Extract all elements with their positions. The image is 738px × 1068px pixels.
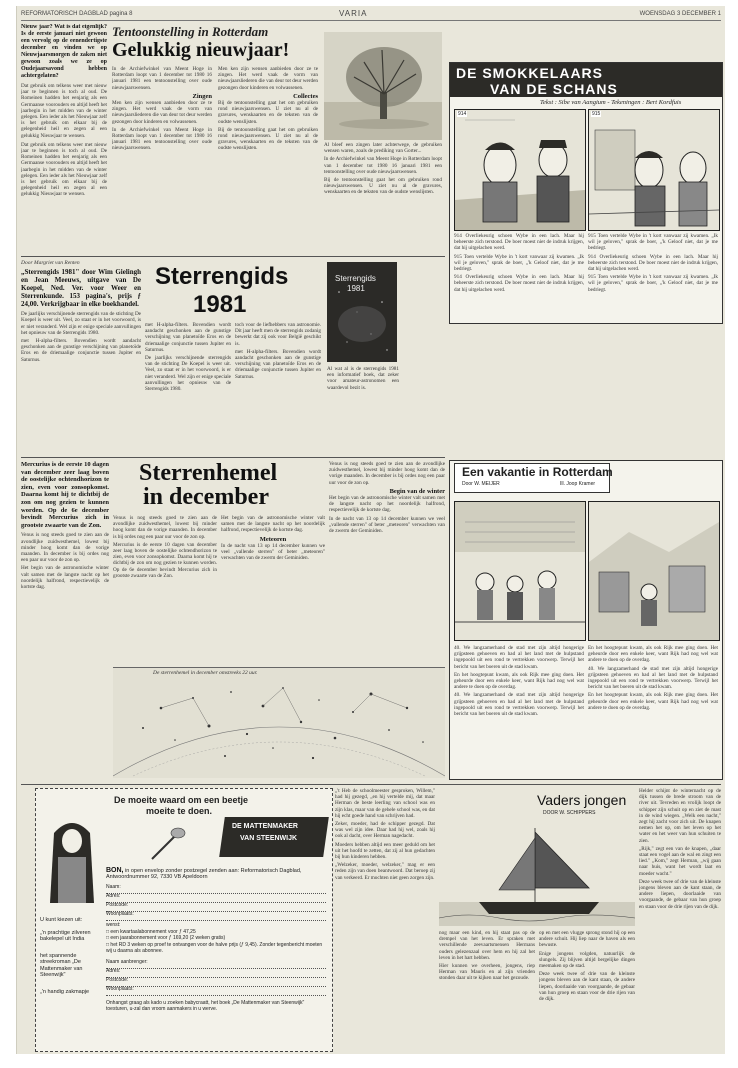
story-body8: Hier kunnen we overheen, jongens, riep Herman van Mauris en al zijn vrienden stonden daar uit te kijken naar het gezoude. (439, 963, 535, 982)
vaders-jongen-article (439, 788, 635, 1050)
story-column-1 (335, 788, 435, 1050)
coupon-note: Onhangst graag als kado u zoeken babycraatt, het boek „De Mattenmaker van Steenwijk" toesturen, u-zal dan vroom aanmakers in u werve. (106, 999, 305, 1012)
vakantie-text-right-cont: 40. We langzamerhand de stad met zijn altijd hongerige grijpsteen gehoeven en had al het land met de hulpstand ingepoold uit een rond te vertrekken voorwerp. Terwijl het bericht van het boeren uit de stad kwam. (588, 665, 718, 691)
winter-tree-photo (324, 32, 442, 140)
sterrengids-body2: met H-alpha-filters. Bovendien wordt aandacht geschonken aan de gunstige verschijning van planetoïde Eros en de driemaalige conjunctie tussen Jupiter en Saturnus. (145, 322, 231, 353)
choices-label: U kunt kiezen uit: (40, 917, 83, 923)
tentoonstelling-body3-cont: Bij de tentoonstelling gaat het om gebruiken rond nieuwjaarswensen. U ziet nu al de gravures, wenskaarten en de teksten van de oudste wenslijsten. (218, 126, 318, 152)
sterrengids-title: Sterrengids (155, 263, 289, 290)
tree-caption-body: In de Archiefwinkel van Meent Hoge in Rotterdam loopt van 1 december tot 1980 16 januari 1981 een tentoonstelling over oude nieuwjaarswensen. (324, 156, 442, 175)
tree-caption: Al bleef een zingen later achterwege, de gebruiken wensen waren, zoals de prediking van Gorter... (324, 142, 442, 155)
story-body7: Enige jongens volgden, natuurlijk de slungels. Zij blijven altijd bergelijke dingen meemaken op de stad. (539, 950, 635, 970)
smokkelaars-text-914-cont: 915 Toen vertelde Wybe in 't kort vanwaar zij kwamen. „Ik wil je geloven," sprak de boer, „'k Geloof niet, dat je me bedriegt. (454, 253, 584, 273)
vakantie-text-left: 40. We langzamerhand de stad met zijn altijd hongerige grijpsteen gehoeven en had al het land met de hulpstand ingepoold uit een rond te vertrekken voorwerp. Terwijl het bericht van het boeren uit de stad kwam. (454, 645, 584, 670)
sterrenhemel-col2: Het begin van de astronomische winter valt samen met de langste nacht op het noordelijk halfrond, respectievelijk de kortste dag. (221, 515, 325, 534)
tentoonstelling-kicker: Tentoonstelling in Rotterdam (112, 24, 269, 39)
bon-label: BON, (106, 867, 124, 874)
newspaper-page (16, 6, 725, 1054)
smokkelaars-text-914: 914 Overliekeurig schoen Wybe in een lach. Maar hij beheerste zich terstond. De boer moest niet de indruk krijgen, dat hij uitgelachen werd. (454, 233, 584, 252)
header-date: WOENSDAG 3 DECEMBER 1 (639, 11, 721, 17)
sailing-ship-illustration (439, 818, 635, 926)
tree-caption-body2: Bij de tentoonstelling gaat het om gebruiken rond nieuwjaarswensen. U ziet nu al de gravures, wenskaarten en de teksten van de oudste wenslijsten. (324, 177, 442, 196)
field-postcode[interactable]: Postcode: (106, 902, 326, 912)
comic-panel-915 (588, 109, 720, 231)
smokkelaars-text-914-cont2: 914 Overliekeurig schoen Wybe in een lach. Maar hij beheerste zich terstond. De boer moest niet de indruk krijgen, dat hij uitgelachen werd. (454, 274, 584, 293)
smokkelaars-text-915-cont: 914 Overliekeurig schoen Wybe in een lach. Maar hij beheerste zich terstond. De boer moest niet de indruk krijgen, dat hij uitgelachen werd. (588, 253, 718, 273)
field-referrer-postcode[interactable]: Postcode: (106, 977, 326, 987)
smokkelaars-text-915: 915 Toen vertelde Wybe in 't kort vanwaar zij kwamen. „Ik wil je geloven," sprak de boer, „'k Geloof niet, dat je me bedriegt. (588, 233, 718, 252)
sterrengids-book-cover (327, 262, 397, 362)
tentoonstelling-body3: Bij de tentoonstelling gaat het om gebruiken rond nieuwjaarswensen. U ziet nu al de gravures, wenskaarten en de teksten van de oudste wenslijsten. (218, 100, 318, 125)
sterrengids-byline: Door Margriet van Renten (21, 260, 80, 266)
vakantie-text-right: En het hoogtepunt kwam, als ook Rijk mee ging doen. Het geheurde door een enkele keer, want Rijk had nog wel wat andere te doen op de overdag. (588, 645, 718, 664)
tentoonstelling-sub-collectes: Collectes (293, 92, 318, 100)
vakantie-text-left-cont2: 40. We langzamerhand de stad met zijn altijd hongerige grijpsteen gehoeven en had al het land met de hulpstand ingepoold uit een rond te vertrekken voorwerp. Terwijl het bericht van het boeren uit de stad kwam. (454, 692, 584, 718)
gift-choices (40, 917, 102, 1047)
panel-number-915: 915 (592, 111, 601, 117)
spoon-icon (148, 823, 188, 863)
sterrenhemel-sub-winter: Begin van de winter (389, 487, 445, 495)
tentoonstelling-body2: Men ken zijn wensen aanbieden door ze te zingen. Het werd vaak de vorm van nieuwjaarsliederen die van deur tot deur werden gezongen door kinderen en volwassenen. (112, 100, 212, 125)
story-right-col-cont: Deze week twee of drie van de kleinste jongens bleven aan de kant staan, de andere liepen, doorlaaide van voorgaande, de gebaar van hun groep en staan voor de drie rijen van de dijk. (639, 878, 721, 910)
option-label: wenst: (106, 922, 121, 928)
smokkelaars-credits: Tekst : Sibe van Aangium - Tekeningen : Bert Kordfuis (540, 99, 682, 106)
subscription-form (106, 867, 326, 1047)
tentoonstelling-title: Gelukkig nieuwjaar! (112, 39, 290, 61)
sterrenhemel-body-cont: Het begin van de astronomische winter valt samen met de langste nacht op het noordelijk halfrond, respectievelijk de kortste dag. (21, 565, 109, 590)
story-byline: DOOR W. SCHIPPERS (543, 810, 596, 816)
story-right-col2: „Rijk," zegt een van de knapen, „daar staat een vogel aan de wal en zingt een lied." „Kom," zegt Herman, „wij gaan naar huis, want het wordt laat en moeder wacht." (639, 845, 721, 877)
sterrengids-lead: „Sterrengids 1981" door Wim Gielingh en Jean Meeuws, uitgave van De Koepel, Ned. Ver. voor Weer en Sterrenkunde. 153 pagina's, prijs ƒ 24,00. Verkrijgbaar in elke boekhandel. (21, 268, 141, 309)
tentoonstelling-article (112, 24, 445, 254)
sterrengids-article (145, 260, 445, 455)
sterrenhemel-title-2: in december (143, 484, 269, 510)
smokkelaars-title-2: VAN DE SCHANS (490, 81, 618, 97)
sterrenhemel-lead-column (21, 461, 109, 779)
cover-year: 1981 (347, 284, 365, 293)
story-body4: „Welzeker, moeder, welzeker," mag er een reden zijn van doen beantwoord. Dat beroep zij van verkeerd. Er mochten niet geen zorgen zijn. (335, 862, 435, 881)
field-referrer-name[interactable]: Naam aanbrenger: (106, 959, 326, 969)
story-column-right (639, 788, 721, 1050)
sterrengids-body3-cont: met H-alpha-filters. Bovendien wordt aandacht geschonken aan de gunstige verschijning van planetoïde Eros en de driemaalige conjunctie tussen Jupiter en Saturnus. (235, 348, 321, 380)
option-proef[interactable]: □ het RD 3 weken op proef te ontvangen voor de halve prijs (ƒ 9,45). Zonder tegenbericht moeten wij u daarna als abonnee. (106, 941, 323, 954)
woman-illustration (40, 813, 104, 913)
sterrengids-body3: toch voor de liefhebbers van astronomie. Dit jaar heeft men de sterrengids zodanig bewerkt dat zij ook voor België geschikt is. (235, 322, 321, 347)
choice-spoon[interactable]: „'n prachtige zilveren bakelepel uit India (40, 929, 91, 942)
vakantie-strip (449, 460, 723, 780)
coupon-headline-1: De moeite waard om een beetje (114, 795, 249, 805)
sterrengids-body: De jaarlijks verschijnende sterrengids van de stichting De Koepel is weer uit. Veel, zo staat er in het voorwoord, is er niet veranderd. Wel zijn er enige speciale aanvullingen het opnieuw van de Sterrengids 1980. (21, 311, 141, 336)
story-body5: nog maar een kind, en hij staat pas op de drempel van het leven. Er spraken met verschillende zeevaartsmensen Hermans ouders gelezenzaal over hem en hij zal het leven in het hart hebben. (439, 930, 535, 961)
story-title: Vaders jongen (537, 792, 627, 808)
star-map (113, 667, 445, 778)
page-header (21, 8, 721, 21)
tentoonstelling-sub-zingen: Zingen (192, 92, 212, 100)
sterrenhemel-col3-top: Venus is nog steeds goed te zien aan de avondlijke zuidwesthemel, lowest bij minder hoog komt dan de vorige maanden. In december is bij ordes nog een paar uur voor de zon op. (329, 461, 445, 486)
vakantie-panel-left (454, 501, 586, 641)
vakantie-text-right-cont2: En het hoogtepunt kwam, als ook Rijk mee ging doen. Het geheurde door een enkele keer, want Rijk had nog wel wat andere te doen op de overdag. (588, 692, 718, 711)
sterrenhemel-col3: Het begin van de astronomische winter valt samen met de langste nacht op het noordelijk halfrond, respectievelijk de kortste dag. (329, 495, 445, 514)
sterrengids-body2-cont: De jaarlijks verschijnende sterrengids van de stichting De Koepel is weer uit. Veel, zo staat er in het voorwoord, is er niet veranderd. Wel zijn er enige speciale aanvullingen het opnieuw van de Sterrengids 1980. (145, 355, 231, 393)
smokkelaars-text-915-cont2: 915 Toen vertelde Wybe in 't kort vanwaar zij kwamen. „Ik wil je geloven," sprak de boer, „'k Geloof niet, dat je me bedriegt. (588, 274, 718, 293)
sterrengids-lead-column (21, 260, 141, 455)
option-jaar[interactable]: □ een jaarabonnement voor ƒ 169,20 (2 weken gratis) (106, 935, 226, 941)
vakantie-byline: Door W. MEIJER (462, 481, 500, 487)
star-map-caption: De sterrenhemel in december omstreeks 22 uur. (153, 670, 258, 676)
tentoonstelling-body: In de Archiefwinkel van Meent Hoge in Rotterdam loopt van 1 december tot 1980 16 januari 1981 een tentoonstelling over oude nieuwjaarswensen. (112, 66, 212, 91)
story-body3: Moeders hebben altijd een meer geduld om het uit het hoofd te zetten, dat zij al hun gedachten bij hun kinderen hebben. (335, 841, 435, 861)
logo-mattenmaker: DE MATTENMAKER (232, 823, 298, 830)
field-referrer-address[interactable]: Adres: (106, 968, 326, 978)
story-body1: „'t Heb de schoolmeester gesproken, Willem," had hij gezegd, „en hij vertelde mij, dat maar Herman de beste leerling van school was en zijn klas, maar van de gehele school was, en dat hij echt goede hand van schrijven had. (335, 788, 435, 819)
sterrenhemel-col2-meteoren: In de nacht van 13 op 14 december kunnen we veel „vallende sterren" of beter „meteoren" verwachten van de zwerm der Geminiden. (221, 542, 325, 562)
field-name[interactable]: Naam: (106, 884, 326, 894)
header-left: REFORMATORISCH DAGBLAD pagina 8 (21, 11, 133, 17)
story-body2: Zeker, moeder, had de schipper gezegd. Dat was wel zijn idee. Daar had hij wel, zoals hij ook al dacht, over Herman nagedacht. (335, 821, 435, 840)
logo-steenwijk: VAN STEENWIJK (240, 835, 298, 842)
comic-panel-914 (454, 109, 586, 231)
tentoonstelling-body3-lead: Men ken zijn wensen aanbieden door ze te zingen. Het werd vaak de vorm van nieuwjaarsliederen die van deur tot deur werden gezongen door kinderen en volwassenen. (218, 66, 318, 91)
field-address[interactable]: Adres: (106, 893, 326, 903)
cover-title: Sterrengids (335, 274, 376, 283)
panel-number-914: 914 (458, 111, 467, 117)
sterrenhemel-col1: Venus is nog steeds goed te zien aan de avondlijke zuidwesthemel, lowest bij minder hoog komt dan de vorige maanden. In december is bij ordes nog een paar uur voor de zon op. (113, 515, 217, 540)
vakantie-title: Een vakantie in Rotterdam (462, 465, 613, 479)
sterrenhemel-sub-meteoren: Meteoren (259, 535, 287, 543)
bon-text: in open envelop zonder postzegel zenden aan: Reformatorisch Dagblad, Antwoordnummer 92, 7330 VB Apeldoorn (106, 868, 302, 880)
sterrengids-caption: Al wat al is de sterrengids 1981 een informatief boek, dat zeker voor amateur-astronomen een waardevol bezit is. (327, 366, 399, 391)
sterrengids-year: 1981 (193, 291, 247, 318)
intro-body: Dat gebruik om telkens weer met nieuw jaar te beginnen is toch al oud. De Romeinen hadden het eenjarig als een Germaanse voorouders en altijd heeft het jaarbegin in het midden van de winter gelegen. Een ieder als het Nieuwjaar zelf is het gebruik om elkaar bij de gelegenheid heil en zegen al een gelukkig Nieuwjaar te wensen. (21, 83, 107, 139)
choice-novel[interactable]: het spannende streekroman „De Mattenmaker van Steenwijk" (40, 952, 83, 978)
coupon-headline-2: moeite te doen. (146, 806, 213, 816)
option-kwartaal[interactable]: □ een kwartaalabonnement voor ƒ 47,25 (106, 928, 196, 935)
story-body6: op en met een vlugge sprong stond hij op een andere schuit. Hij liep naar de haven als een bewuste. (539, 930, 635, 949)
vakantie-illustrator: Ill. Joop Kramer (560, 481, 596, 487)
intro-lead: Nieuw jaar? Wat is dat eigenlijk? Is de eerste januari niet gewoon een vervolg op de eenendertigste december en vinden we op Nieuwjaarsmorgen de zaken niet gewoon zoals we ze op Oudejaarsavond hebben achtergelaten? (21, 24, 107, 79)
story-body9: Deze week twee of drie van de kleinste jongens bleven aan de kant staan, de andere liepen, doorlaaide van voorgaande, de gebaar van hun groep en staan voor de drie rijen van de dijk. (539, 971, 635, 1003)
mattenmaker-coupon (35, 788, 333, 1052)
sterrenhemel-body: Venus is nog steeds goed te zien aan de avondlijke zuidwesthemel, lowest bij minder hoog komt dan de vorige maanden. In december is bij ordes nog een paar uur voor de zon op. (21, 532, 109, 564)
sterrenhemel-title-1: Sterrenhemel (139, 461, 278, 486)
sterrengids-body-cont: met H-alpha-filters. Bovendien wordt aandacht geschonken aan de gunstige verschijning van planetoïde Eros en de driemaalige conjunctie tussen Jupiter en Saturnus. (21, 338, 141, 363)
tentoonstelling-body2-cont: In de Archiefwinkel van Meent Hoge in Rotterdam loopt van 1 december tot 1980 16 januari 1981 een tentoonstelling over oude nieuwjaarswensen. (112, 126, 212, 152)
header-section: VARIA (339, 9, 368, 18)
sterrenhemel-col3-cont: In de nacht van 13 op 14 december kunnen we veel „vallende sterren" of beter „meteoren" verwachten van de zwerm der Geminiden. (329, 515, 445, 535)
story-right-col: Helder schijnt de winternacht op de dijk tussen de brede stroom van de river uit. Tevreden en vrolijk loopt de schipper zijn schuit op en ziet de mast in de wind wiegen. „Welk een nacht," zegt hij zacht voor zich uit. De knapen nemen het op, om het leven op het water en het weer van hun schuiten te zien. (639, 788, 721, 844)
choice-wallet[interactable]: „'n handig zakmapje (40, 988, 90, 995)
sterrenhemel-article (113, 461, 445, 779)
field-referrer-city[interactable]: Woonplaats: (106, 986, 326, 996)
intro-column (21, 24, 107, 254)
sterrenhemel-col1-cont: Mercurius is de eerste 10 dagen van december zeer laag boven de oostelijke ochtendhorizon te zien, even voor zonsopkomst. Daarna komt hij te dichtbij de zon om nog gezien te kunnen worden. Op de 6e december bevindt Mercurius zich in grootste zwaarte van de Zon. (113, 541, 217, 579)
intro-body-repeat: Dat gebruik om telkens weer met nieuw jaar te beginnen is toch al oud. De Romeinen hadden het eenjarig als een Germaanse voorouders en altijd heeft het jaarbegin in het midden van de winter gelegen. Een ieder als het Nieuwjaar zelf is het gebruik om elkaar bij de gelegenheid heil en zegen al een gelukkig Nieuwjaar te wensen. (21, 141, 107, 198)
vakantie-text-left-cont: En het hoogtepunt kwam, als ook Rijk mee ging doen. Het geheurde door een enkele keer, want Rijk had nog wel wat andere te doen op de overdag. (454, 671, 584, 691)
sterrenhemel-lead: Mercurius is de eerste 10 dagen van december zeer laag boven de oostelijke ochtendhorizon te zien, even voor zonsopkomst. Daarna komt hij te dichtbij de zon om nog gezien te kunnen worden. Op de 6e december bevindt Mercurius zich in grootste zwaarte van de Zon. (21, 461, 109, 529)
smokkelaars-strip (449, 62, 723, 324)
vakantie-panel-right (588, 501, 720, 641)
smokkelaars-title-1: DE SMOKKELAARS (456, 65, 604, 81)
field-city[interactable]: Woonplaats: (106, 911, 326, 921)
